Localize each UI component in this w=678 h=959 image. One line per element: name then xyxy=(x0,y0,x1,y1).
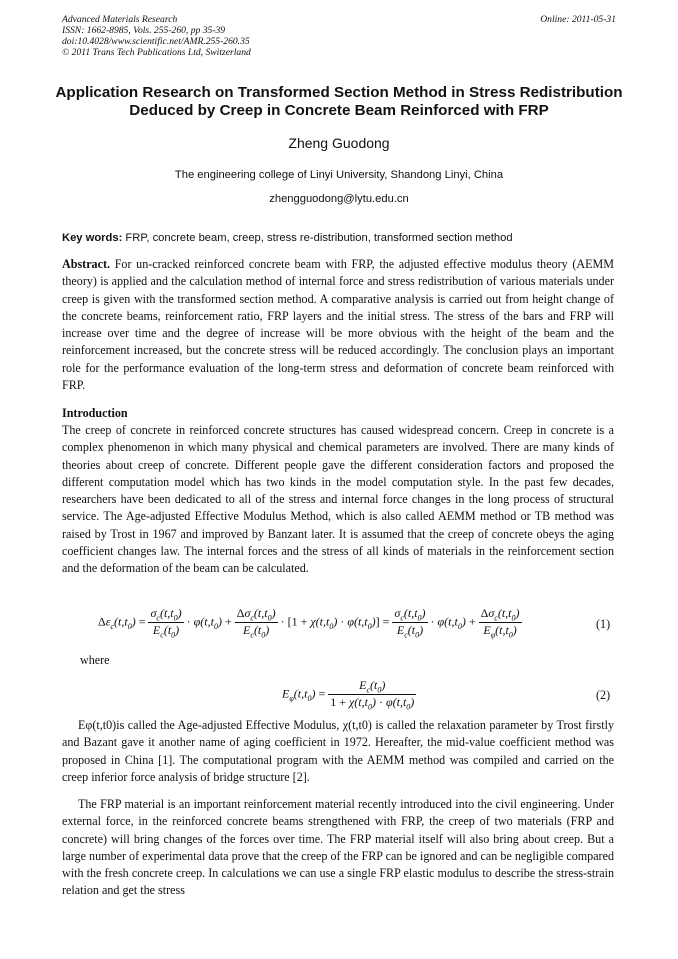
intro-paragraph-2: Eφ(t,t0)is called the Age-adjusted Effective Modulus, χ(t,t0) is called the relaxation parameter by Trost firstly and Bazant gave it another name of aging coefficient in 1972. Hereafter, the mid-value coefficient method was proposed in China [1]. The computational program with the AEMM method was compiled and carried on the creep inferior force analysis of bridge structure [2]. xyxy=(62,718,614,784)
equation-1-number: (1) xyxy=(596,617,611,631)
intro-paragraph-3: The FRP material is an important reinforcement material recently introduced into the civil engineering. Under external force, in the reinforced concrete beams strengthened with FRP, the creep of two materials (FRP and concrete) will bring changes of the forces over time. The FRP material itself will also bring about creep. But a large number of experimental data prove that the creep of the FRP can be ignored and can be negligible compared with the fresh concrete creep. In calculations we can use a single FRP elastic modulus to describe the stress-strain relation and get the stress xyxy=(62,797,614,898)
doi: doi:10.4028/www.scientific.net/AMR.255-260.35 xyxy=(62,36,250,47)
abstract-text: For un-cracked reinforced concrete beam with FRP, the adjusted effective modulus theory (AEMM theory) is applied and the calculation method of internal force and stress redistribution of various materials under creep is given with the transformed section method. A comparative analysis is carried out from height change of the concrete beams, reinforcement ratio, FRP layers and the initial stress. The stress of the bars and FRP will increase over time and the degree of increase will be more obvious with the height of the beam and the reinforcement increased, but the concrete stress will be reduced accordingly. The conclusion plays an important role for the performance evaluation of the long-term stress and deformation of concrete beam reinforced with FRP. xyxy=(62,257,615,393)
where-text: where xyxy=(80,653,110,667)
author: Zheng Guodong xyxy=(288,135,390,151)
keywords-text: FRP, concrete beam, creep, stress re-distribution, transformed section method xyxy=(125,232,513,244)
keywords-label: Key words: xyxy=(62,232,123,244)
keywords xyxy=(62,232,622,244)
section-heading-introduction: Introduction xyxy=(62,406,128,420)
equation-2: $E_\varphi(t,t_0)$ = $\frac{E_c(t_0)}{1 + \chi(t,t_0) \cdot \varphi(t,t_0)}$ xyxy=(282,678,415,712)
email: zhengguodong@lytu.edu.cn xyxy=(269,193,409,205)
intro-paragraph-1: The creep of concrete in reinforced concrete structures has caused widespread concern. Creep in concrete is a complex phenomenon in which many physical and chemical parameters are involved. There are many kinds of theories about creep of concrete. Different people gave the different consideration factors and proposed the different computation model which has two kinds in the model computation style. In the past few decades, researchers have been dedicated to all of the stress and internal force changes in the long process of structural service. The Age-adjusted Effective Modulus Method, which is also called AEMM method or TB method was raised by Trost in 1967 and improved by Banzant later. It is assumed that the creep of concrete obeys the aging coefficient changes law. The internal forces and the stress of all kinds of materials in the reinforcement section and the deformation of the beam can be calculated. xyxy=(62,423,614,576)
online-date: Online: 2011-05-31 xyxy=(540,14,616,25)
equation-1: $\Delta\varepsilon_c(t,t_0)$ = $\frac{\sigma_c(t,t_0)}{E_c(t_0)}$ · $\varphi(t,t_0)$ + $\frac{\Delta\sigma_c(t,t_0)}{E_c(t_0)}$ · $[1 + \chi(t,t_0) \cdot \varphi(t,t_0)]$ = $\frac{\sigma_c(t,t_0)}{E_c(t_0)}$ · $\varphi(t,t_0)$ + $\frac{\Delta\sigma_c(t,t_0)}{E_\varphi(t,t_0)}$ xyxy=(98,606,520,640)
copyright: © 2011 Trans Tech Publications Ltd, Switzerland xyxy=(62,47,251,58)
abstract-label: Abstract. xyxy=(62,257,111,271)
journal-name: Advanced Materials Research xyxy=(62,14,178,25)
equation-2-number: (2) xyxy=(596,688,611,702)
affiliation: The engineering college of Linyi University, Shandong Linyi, China xyxy=(174,169,504,181)
journal-header xyxy=(62,14,616,58)
issn: ISSN: 1662-8985, Vols. 255-260, pp 35-39 xyxy=(62,25,226,36)
abstract xyxy=(62,256,614,394)
paper-title: Application Research on Transformed Section Method in Stress Redistribution Deduced by Creep in Concrete Beam Reinforced with FRP xyxy=(55,84,623,119)
